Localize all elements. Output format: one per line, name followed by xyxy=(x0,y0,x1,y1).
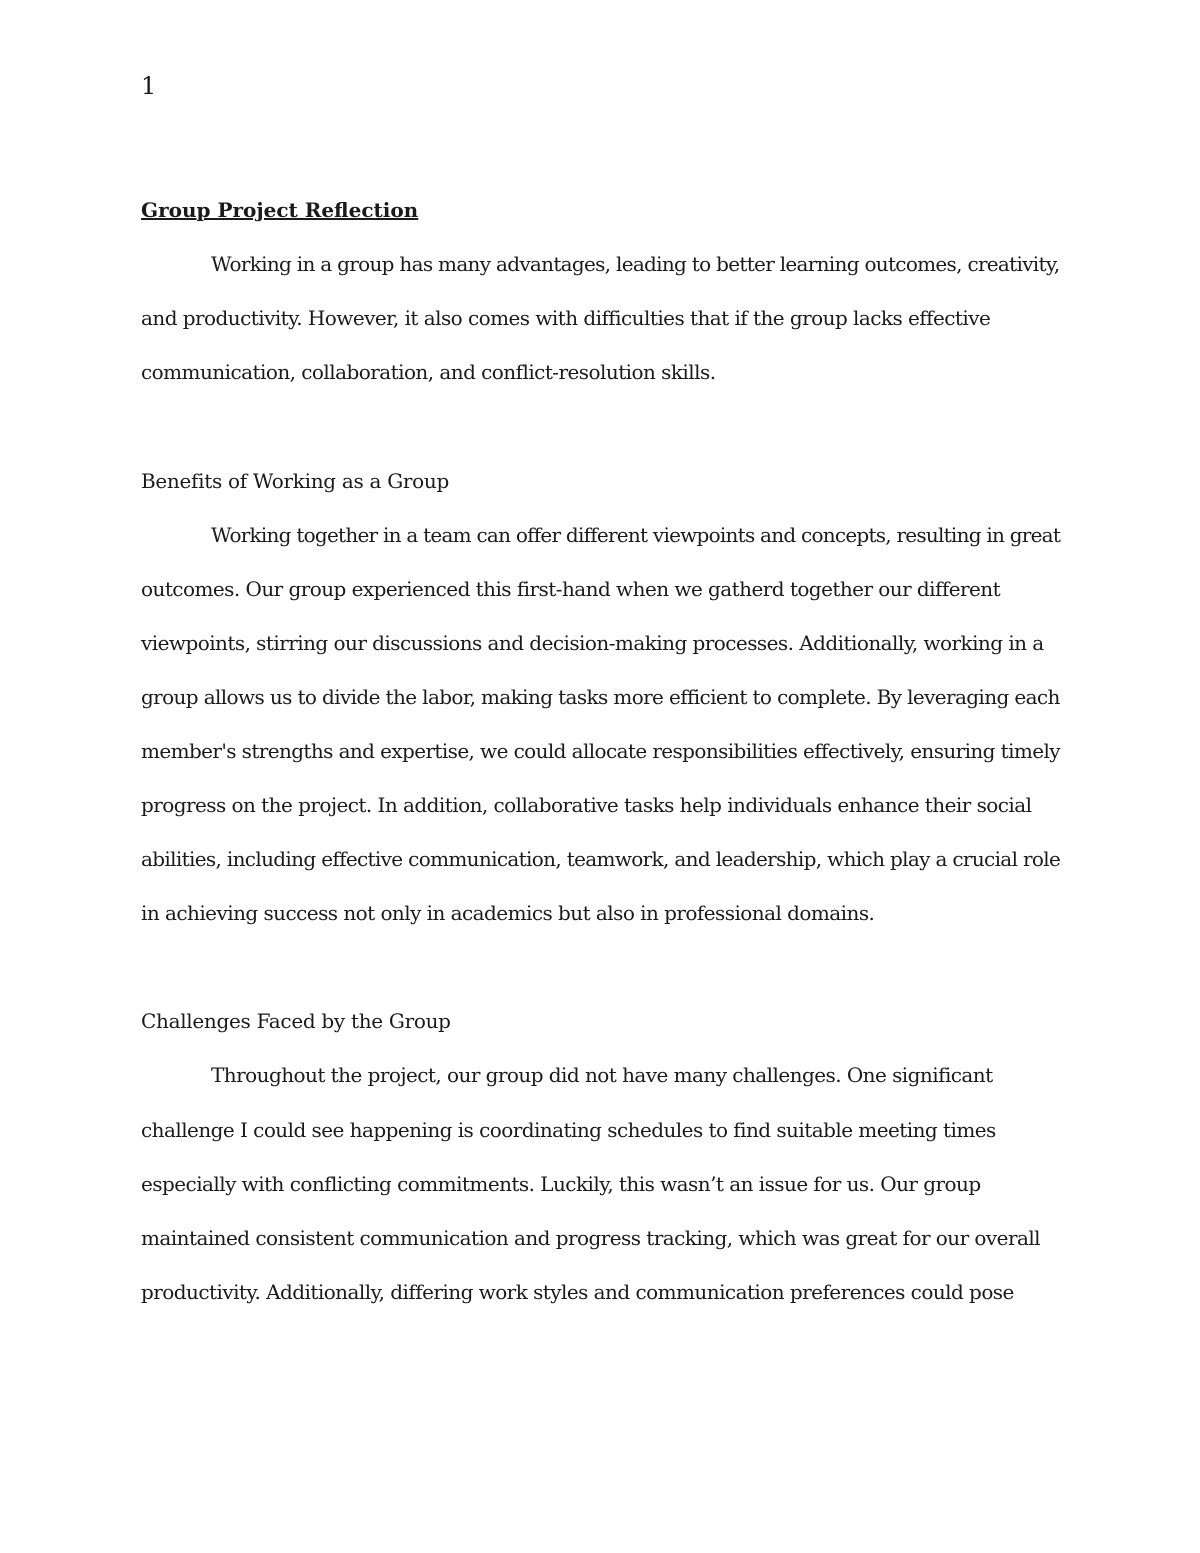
benefits-line: progress on the project. In addition, collaborative tasks help individuals enhance their social xyxy=(141,793,1032,817)
benefits-line: viewpoints, stirring our discussions and decision-making processes. Additionally, working in a xyxy=(141,631,1044,655)
benefits-line: in achieving success not only in academics but also in professional domains. xyxy=(141,901,875,925)
page-number: 1 xyxy=(141,72,157,100)
benefits-line: outcomes. Our group experienced this first-hand when we gatherd together our different xyxy=(141,577,1001,601)
benefits-line: Working together in a team can offer different viewpoints and concepts, resulting in great xyxy=(211,523,1061,547)
section-heading-benefits: Benefits of Working as a Group xyxy=(141,469,449,493)
challenges-line: especially with conflicting commitments. Luckily, this wasn’t an issue for us. Our group xyxy=(141,1172,981,1196)
document-title: Group Project Reflection xyxy=(141,198,419,222)
challenges-line: maintained consistent communication and progress tracking, which was great for our overall xyxy=(141,1226,1041,1250)
challenges-line: productivity. Additionally, differing work styles and communication preferences could pose xyxy=(141,1280,1014,1304)
intro-line: Working in a group has many advantages, leading to better learning outcomes, creativity, xyxy=(211,252,1060,276)
challenges-line: Throughout the project, our group did not have many challenges. One significant xyxy=(211,1063,993,1087)
intro-line: and productivity. However, it also comes with difficulties that if the group lacks effective xyxy=(141,306,991,330)
benefits-line: abilities, including effective communication, teamwork, and leadership, which play a crucial role xyxy=(141,847,1061,871)
benefits-line: group allows us to divide the labor, making tasks more efficient to complete. By leveraging each xyxy=(141,685,1060,709)
section-heading-challenges: Challenges Faced by the Group xyxy=(141,1009,451,1033)
benefits-line: member's strengths and expertise, we could allocate responsibilities effectively, ensuring timely xyxy=(141,739,1060,763)
challenges-line: challenge I could see happening is coordinating schedules to find suitable meeting times xyxy=(141,1118,996,1142)
intro-line: communication, collaboration, and conflict-resolution skills. xyxy=(141,360,716,384)
